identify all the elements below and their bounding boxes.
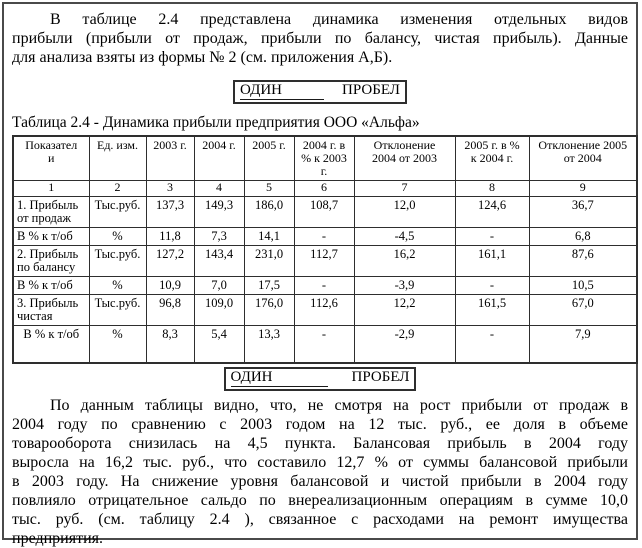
- table-cell: %: [89, 326, 146, 363]
- column-header: Отклонение 2005 от 2004: [529, 136, 637, 181]
- column-number: 1: [13, 181, 89, 197]
- table-cell: 143,4: [194, 246, 244, 277]
- column-number: 7: [354, 181, 455, 197]
- table-cell: 161,1: [455, 246, 529, 277]
- column-header: Показатели: [13, 136, 89, 181]
- column-number: 2: [89, 181, 146, 197]
- table-cell: -4,5: [354, 228, 455, 246]
- table-row: [13, 246, 637, 277]
- column-number: 6: [294, 181, 354, 197]
- table-cell: 112,6: [294, 295, 354, 326]
- spacer-marker-box-1: [233, 80, 407, 104]
- column-number: 8: [455, 181, 529, 197]
- column-header: 2004 г.: [194, 136, 244, 181]
- table-cell: -: [455, 326, 529, 363]
- table-cell: 137,3: [146, 197, 194, 228]
- table-cell: 112,7: [294, 246, 354, 277]
- table-cell: 109,0: [194, 295, 244, 326]
- column-header: 2003 г.: [146, 136, 194, 181]
- text-line: В таблице 2.4 представлена динамика изменения отдельных видов: [50, 11, 628, 28]
- spacer-marker-row-2: [12, 367, 628, 391]
- table-cell: 96,8: [146, 295, 194, 326]
- row-label: В % к т/об: [13, 277, 89, 295]
- text-line: товарооборота снизилась на 4,5 пункта. Балансовая прибыль в 2004 году: [12, 434, 628, 452]
- table-cell: Тыс.руб.: [89, 197, 146, 228]
- spacer-word-left: ОДИН: [240, 82, 283, 98]
- intro-paragraph: [12, 10, 628, 67]
- table-cell: 8,3: [146, 326, 194, 363]
- table-cell: 7,0: [194, 277, 244, 295]
- table-row: [13, 277, 637, 295]
- table-cell: 10,5: [529, 277, 637, 295]
- table-cell: 14,1: [244, 228, 294, 246]
- table-cell: 7,3: [194, 228, 244, 246]
- table-cell: Тыс.руб.: [89, 295, 146, 326]
- table-cell: 108,7: [294, 197, 354, 228]
- table-cell: 12,0: [354, 197, 455, 228]
- table-cell: 5,4: [194, 326, 244, 363]
- table-row: [13, 295, 637, 326]
- column-header: Отклонение 2004 от 2003: [354, 136, 455, 181]
- table-cell: 7,9: [529, 326, 637, 363]
- table-row: [13, 326, 637, 363]
- row-label: В % к т/об: [13, 228, 89, 246]
- table-cell: -: [455, 277, 529, 295]
- text-line: для анализа взяты из формы № 2 (см. приложения А,Б).: [12, 49, 393, 66]
- text-line: тыс. руб. (см. таблицу 2.4 ), связанное с расходами на ремонт имущества: [12, 510, 628, 528]
- table-cell: 16,2: [354, 246, 455, 277]
- table-cell: 6,8: [529, 228, 637, 246]
- column-header: 2005 г. в % к 2004 г.: [455, 136, 529, 181]
- table-caption: Таблица 2.4 - Динамика прибыли предприятия ООО «Альфа»: [12, 114, 420, 131]
- text-line: повлияло отрицательное сальдо по внереализационным операциям в сумме 10,0: [12, 491, 628, 509]
- table-cell: 176,0: [244, 295, 294, 326]
- analysis-paragraph: [12, 396, 628, 548]
- spacer-marker-box-2: [224, 367, 417, 391]
- row-label: В % к т/об: [13, 326, 89, 363]
- header-row: [13, 136, 637, 181]
- column-number: 3: [146, 181, 194, 197]
- spacer-word-right: ПРОБЕЛ: [351, 368, 410, 385]
- table-cell: 17,5: [244, 277, 294, 295]
- column-header: 2005 г.: [244, 136, 294, 181]
- table-cell: 127,2: [146, 246, 194, 277]
- table-cell: -2,9: [354, 326, 455, 363]
- row-label: 1. Прибыль от продаж: [13, 197, 89, 228]
- table-cell: -: [294, 326, 354, 363]
- table-cell: 161,5: [455, 295, 529, 326]
- table-cell: %: [89, 228, 146, 246]
- profit-dynamics-table: [12, 135, 638, 364]
- text-line: в 2003 году. На снижение уровня балансовой и чистой прибыли в 2004 году: [12, 472, 628, 490]
- table-cell: -: [294, 228, 354, 246]
- document-page: [2, 2, 638, 547]
- spacer-word-right: ПРОБЕЛ: [342, 82, 400, 98]
- row-label: 3. Прибыль чистая: [13, 295, 89, 326]
- table-cell: -: [455, 228, 529, 246]
- table-cell: 149,3: [194, 197, 244, 228]
- text-line: предприятия.: [12, 529, 103, 547]
- table-cell: 87,6: [529, 246, 637, 277]
- table-cell: 10,9: [146, 277, 194, 295]
- text-line: 2004 году по сравнению с 2003 годом на 12 тыс. руб., ее доля в объеме: [12, 415, 628, 433]
- table-cell: -3,9: [354, 277, 455, 295]
- table-cell: 36,7: [529, 197, 637, 228]
- column-number-row: [13, 181, 637, 197]
- table-cell: -: [294, 277, 354, 295]
- spacer-word-left: ОДИН: [230, 368, 273, 385]
- table-cell: 12,2: [354, 295, 455, 326]
- table-cell: 124,6: [455, 197, 529, 228]
- table-cell: 231,0: [244, 246, 294, 277]
- column-header: 2004 г. в % к 2003 г.: [294, 136, 354, 181]
- table-row: [13, 197, 637, 228]
- table-cell: 67,0: [529, 295, 637, 326]
- spacer-marker-row-1: [12, 80, 628, 104]
- column-number: 4: [194, 181, 244, 197]
- column-number: 9: [529, 181, 637, 197]
- column-number: 5: [244, 181, 294, 197]
- text-line: выросла на 16,2 тыс. руб., что составило 12,7 % от суммы балансовой прибыли: [12, 453, 628, 471]
- table-cell: 13,3: [244, 326, 294, 363]
- row-label: 2. Прибыль по балансу: [13, 246, 89, 277]
- table-row: [13, 228, 637, 246]
- column-header: Ед. изм.: [89, 136, 146, 181]
- text-line: прибыли (прибыли от продаж, прибыли по балансу, чистая прибыль). Данные: [12, 30, 628, 47]
- table-cell: %: [89, 277, 146, 295]
- table-cell: 186,0: [244, 197, 294, 228]
- table-cell: Тыс.руб.: [89, 246, 146, 277]
- text-line: По данным таблицы видно, что, не смотря на рост прибыли от продаж в: [50, 396, 628, 414]
- table-cell: 11,8: [146, 228, 194, 246]
